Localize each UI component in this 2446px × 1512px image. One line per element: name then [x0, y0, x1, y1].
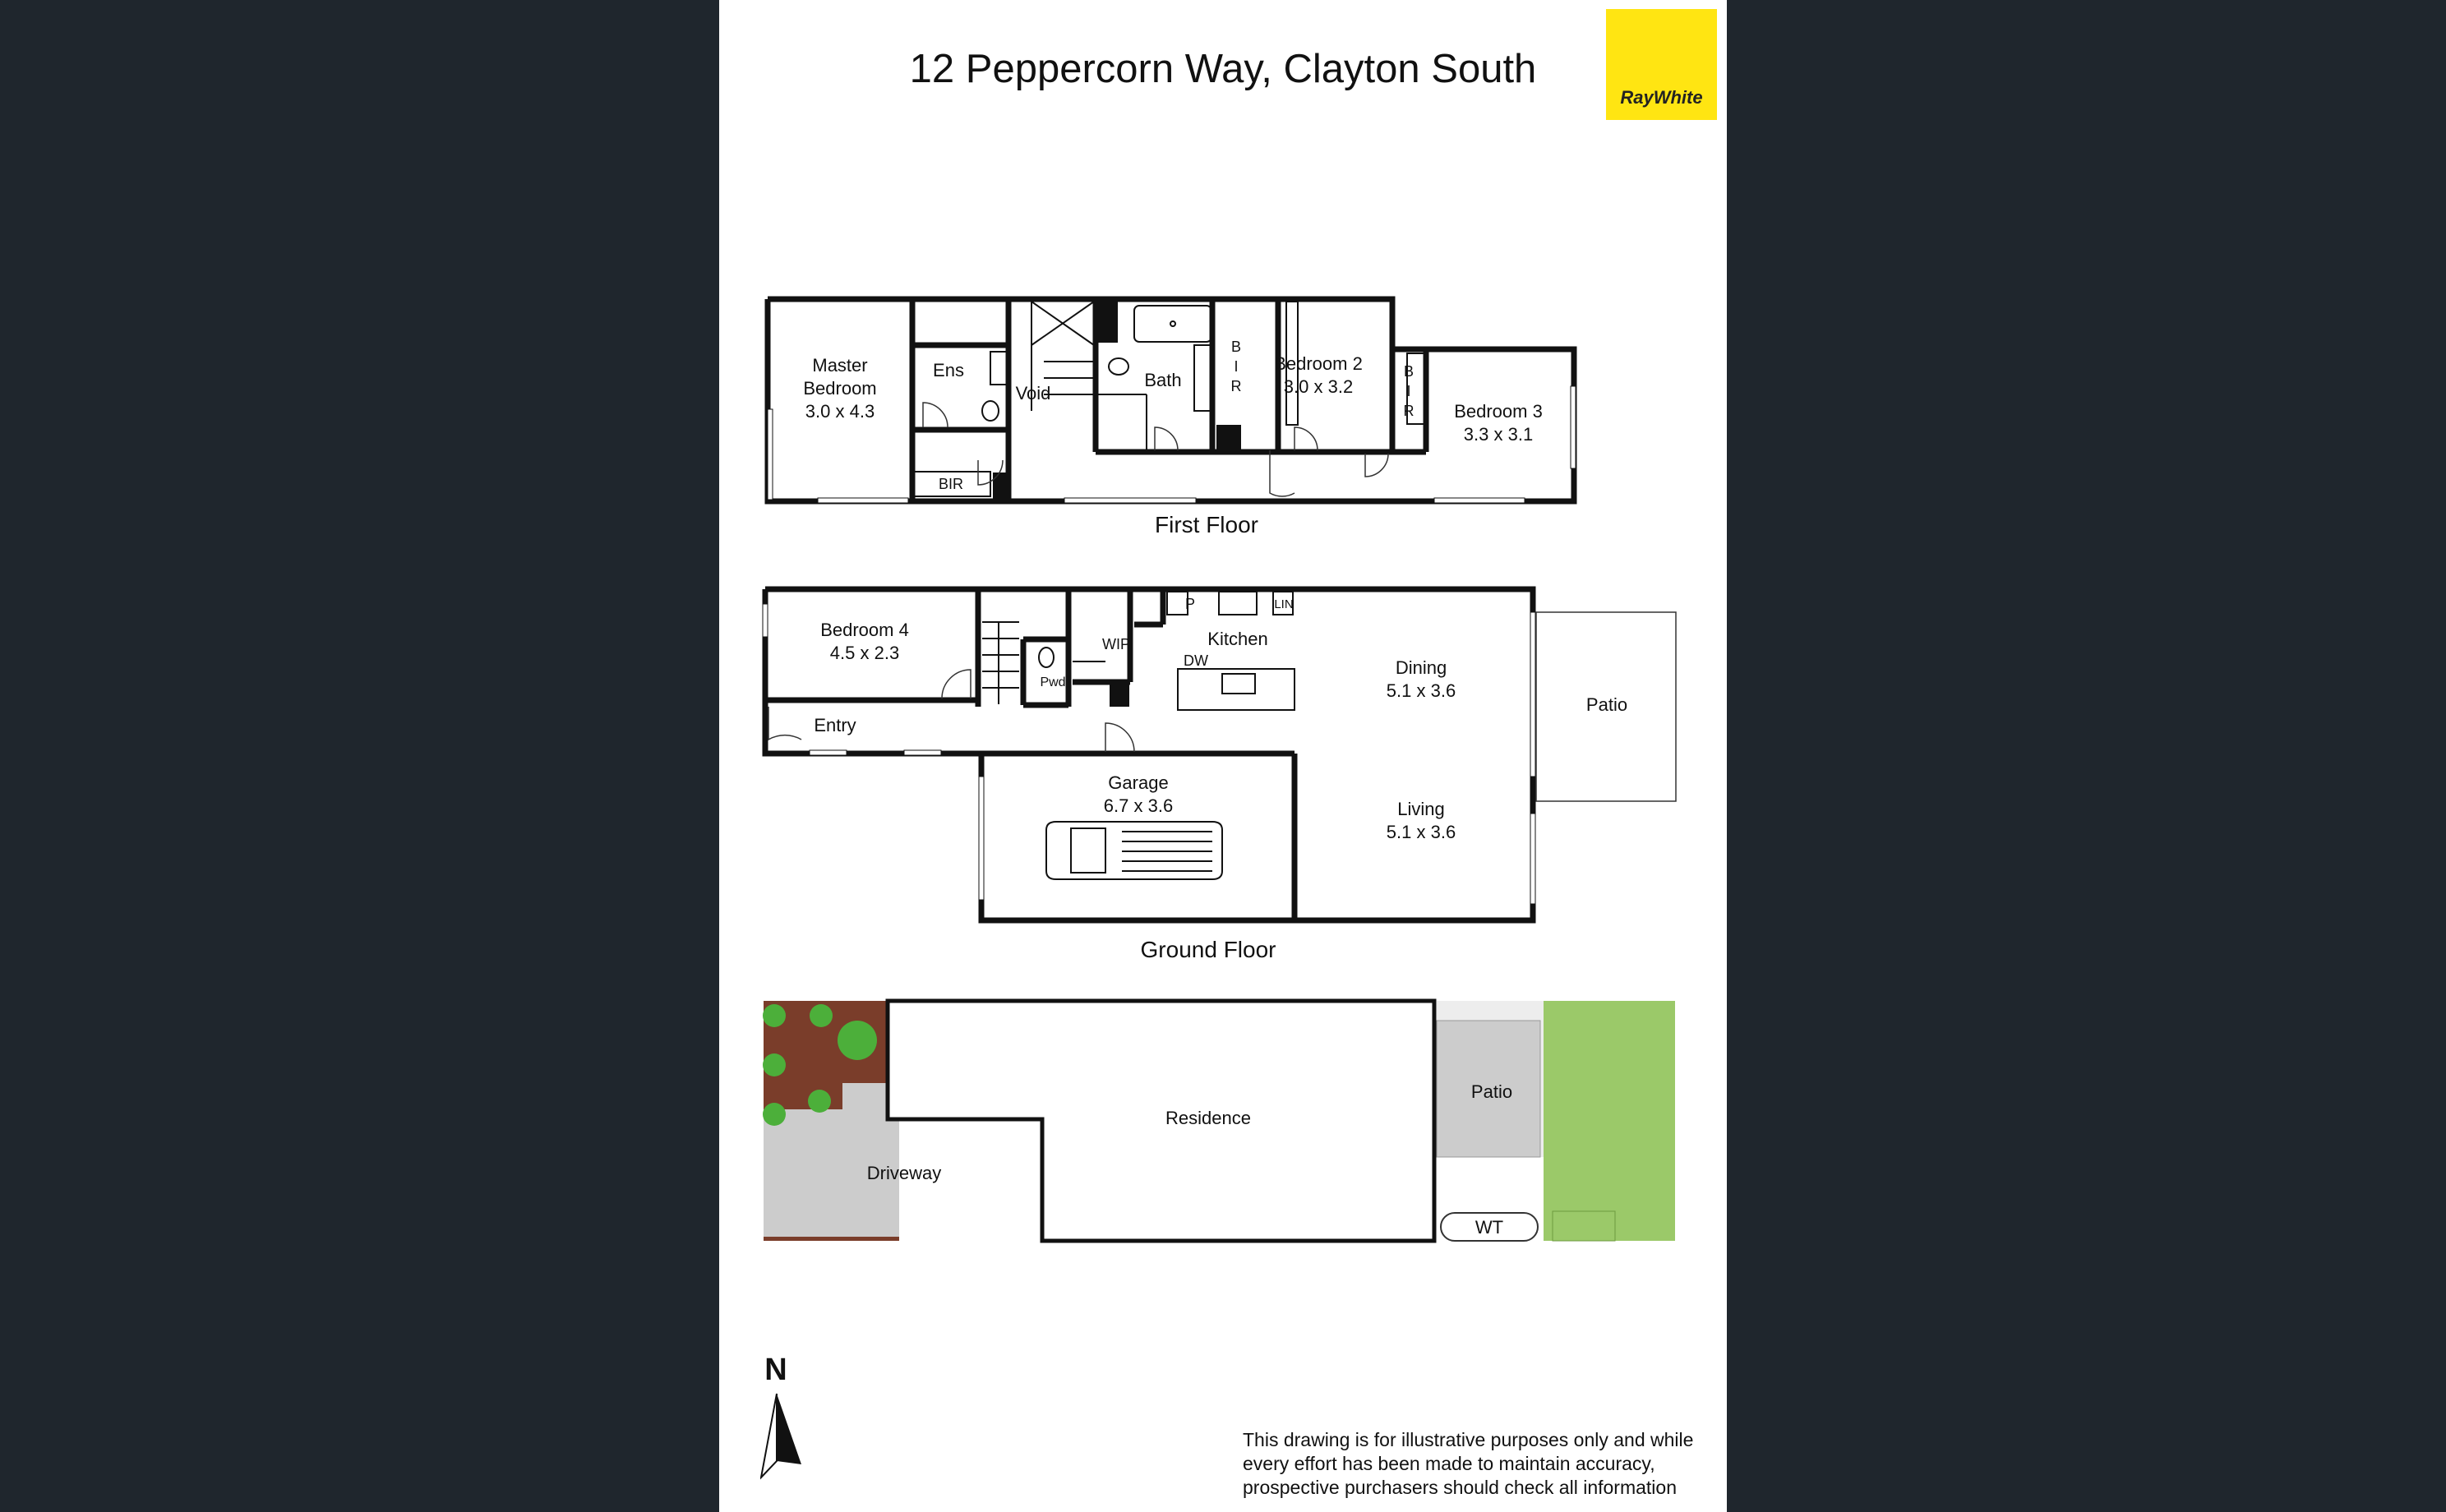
logo-text: RayWhite	[1620, 87, 1703, 108]
disclaimer-line-2: every effort has been made to maintain accuracy,	[1243, 1453, 1655, 1474]
bir2-i-label: I	[1406, 383, 1411, 399]
north-letter: N	[764, 1353, 787, 1387]
floor-plan-sheet	[719, 0, 1727, 1512]
living-label: Living	[1397, 799, 1445, 819]
dining-size: 5.1 x 3.6	[1386, 680, 1456, 701]
kitchen-label: Kitchen	[1207, 629, 1268, 649]
bath-label: Bath	[1144, 370, 1182, 390]
floor-plan-drawing	[719, 0, 1727, 1512]
master-bedroom-label-2: Bedroom	[803, 378, 877, 399]
dining-label: Dining	[1395, 657, 1447, 678]
first-floor-plan	[768, 299, 1576, 537]
void-label: Void	[1015, 383, 1051, 403]
water-tank-label: WT	[1475, 1217, 1504, 1238]
disclaimer-line-3: prospective purchasers should check all information	[1243, 1477, 1677, 1498]
property-address-title: 12 Peppercorn Way, Clayton South	[909, 47, 1537, 91]
site-plan	[763, 1001, 1675, 1241]
bedroom-4-size: 4.5 x 2.3	[829, 643, 900, 663]
bir-r-label: R	[1230, 378, 1242, 394]
entry-label: Entry	[814, 715, 856, 735]
bedroom-4-label: Bedroom 4	[820, 620, 909, 640]
ground-floor-caption: Ground Floor	[1140, 937, 1276, 962]
patio-label: Patio	[1585, 694, 1628, 715]
bir2-b-label: B	[1403, 363, 1415, 380]
pwd-label: Pwd	[1040, 675, 1066, 689]
north-arrow	[760, 1353, 826, 1488]
bedroom-2-size: 3.0 x 3.2	[1283, 376, 1354, 397]
master-bir-label: BIR	[938, 476, 964, 492]
bedroom-3-size: 3.3 x 3.1	[1463, 424, 1534, 445]
garage-label: Garage	[1108, 772, 1169, 793]
garage-size: 6.7 x 3.6	[1103, 795, 1174, 816]
master-bedroom-size: 3.0 x 4.3	[805, 401, 875, 422]
first-floor-caption: First Floor	[1155, 512, 1258, 537]
wip-label: WIP	[1102, 636, 1130, 652]
ensuite-label: Ens	[933, 360, 964, 380]
pantry-label: P	[1184, 596, 1196, 612]
bir2-r-label: R	[1403, 403, 1415, 419]
bir-b-label: B	[1230, 339, 1242, 355]
site-patio-label: Patio	[1470, 1081, 1513, 1102]
driveway-label: Driveway	[866, 1163, 942, 1183]
linen-label: LIN	[1274, 597, 1294, 611]
car-icon	[1046, 822, 1222, 879]
dishwasher-label: DW	[1184, 652, 1208, 669]
residence-label: Residence	[1165, 1108, 1251, 1128]
master-bedroom-label: Master	[812, 355, 868, 376]
disclaimer-line-1: This drawing is for illustrative purposes only and while	[1243, 1429, 1694, 1450]
disclaimer-text	[1243, 1428, 1719, 1500]
north-arrow-icon	[760, 1353, 826, 1484]
living-size: 5.1 x 3.6	[1386, 822, 1456, 842]
bedroom-2-label: Bedroom 2	[1274, 353, 1363, 374]
ground-floor-plan	[763, 589, 1676, 962]
bir-i-label: I	[1234, 358, 1239, 375]
bedroom-3-label: Bedroom 3	[1454, 401, 1543, 422]
